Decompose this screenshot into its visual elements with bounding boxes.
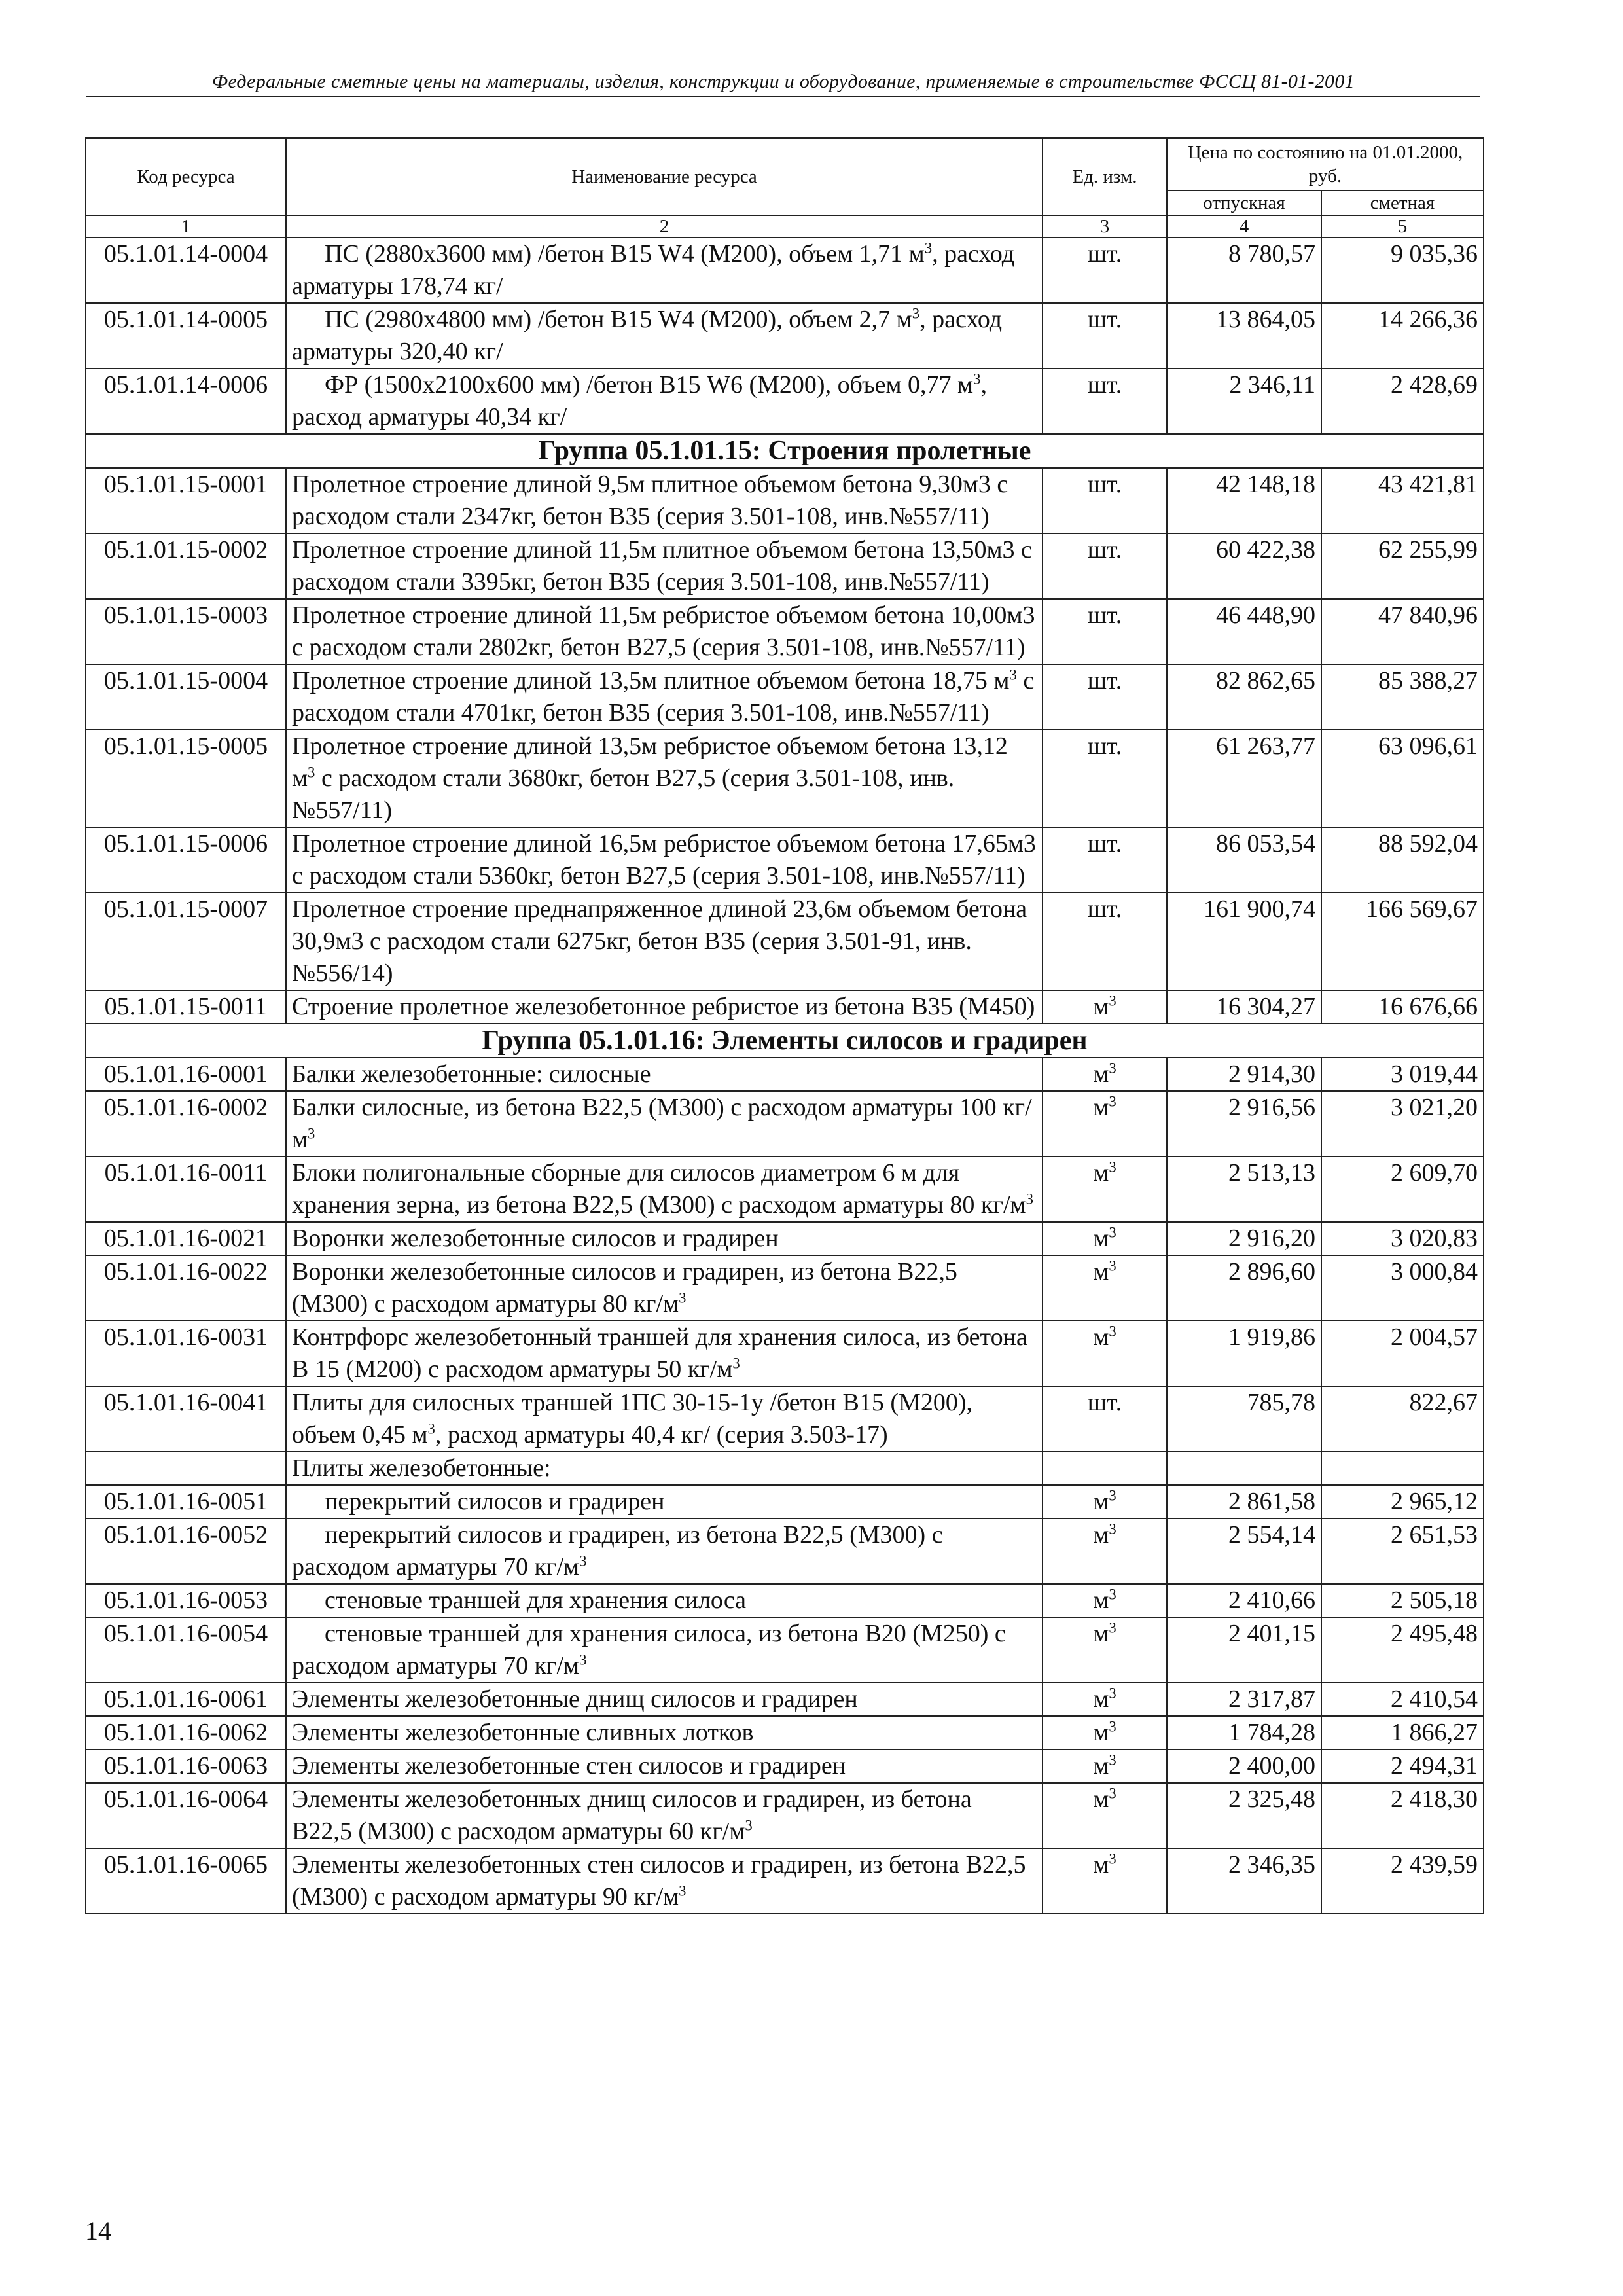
resource-code-cell: 05.1.01.15-0001 [86, 468, 286, 533]
estimate-price-cell: 166 569,67 [1321, 893, 1484, 990]
resource-name-cell: Контрфорс железобетонный траншей для хранения силоса, из бетона В 15 (М200) с расходом арматуры 50 $кг/м^3$ [286, 1321, 1043, 1386]
release-price-cell: 13 864,05 [1167, 303, 1321, 368]
resource-code-cell: 05.1.01.15-0007 [86, 893, 286, 990]
col-number: 1 [86, 215, 286, 238]
unit-cell: шт. [1043, 368, 1167, 434]
resource-code-cell: 05.1.01.14-0004 [86, 238, 286, 303]
col-number: 5 [1321, 215, 1484, 238]
resource-code-cell: 05.1.01.14-0006 [86, 368, 286, 434]
unit-cell: $м^3$ [1043, 1222, 1167, 1255]
resource-code-cell: 05.1.01.16-0063 [86, 1749, 286, 1783]
release-price-cell: 8 780,57 [1167, 238, 1321, 303]
unit-cell: шт. [1043, 730, 1167, 827]
release-price-cell: 82 862,65 [1167, 664, 1321, 730]
price-table [85, 137, 1484, 1914]
resource-code-cell: 05.1.01.16-0061 [86, 1683, 286, 1716]
table-row [86, 664, 1484, 730]
release-price-cell: 2 346,35 [1167, 1848, 1321, 1914]
unit-cell: $м^3$ [1043, 1091, 1167, 1157]
unit-cell: шт. [1043, 599, 1167, 664]
resource-name-cell: Блоки полигональные сборные для силосов диаметром 6 м для хранения зерна, из бетона В22,5 (М300) с расходом арматуры 80 $кг/м^3$ [286, 1157, 1043, 1222]
estimate-price-cell [1321, 1452, 1484, 1485]
resource-code-cell: 05.1.01.16-0064 [86, 1783, 286, 1848]
estimate-price-cell: 3 000,84 [1321, 1255, 1484, 1321]
estimate-price-cell: 2 495,48 [1321, 1617, 1484, 1683]
table-row [86, 599, 1484, 664]
estimate-price-cell: 9 035,36 [1321, 238, 1484, 303]
table-row [86, 730, 1484, 827]
resource-code-cell: 05.1.01.15-0004 [86, 664, 286, 730]
unit-cell: $м^3$ [1043, 1617, 1167, 1683]
release-price-cell: 1 784,28 [1167, 1716, 1321, 1749]
resource-name-cell: Плиты для силосных траншей 1ПС 30-15-1у /бетон В15 (М200), объем 0,45 $м^3$, расход арматуры 40,4 кг/ (серия 3.503-17) [286, 1386, 1043, 1452]
resource-name-cell: Строение пролетное железобетонное ребристое из бетона В35 (М450) [286, 990, 1043, 1024]
release-price-cell: 2 916,56 [1167, 1091, 1321, 1157]
table-row [86, 1683, 1484, 1716]
table-row [86, 1058, 1484, 1091]
table-row [86, 1386, 1484, 1452]
group-title: Группа 05.1.01.15: Строения пролетные [86, 434, 1484, 468]
resource-code-cell: 05.1.01.16-0051 [86, 1485, 286, 1518]
estimate-price-cell: 2 965,12 [1321, 1485, 1484, 1518]
table-row [86, 1518, 1484, 1584]
group-header-row [86, 1024, 1484, 1058]
unit-cell: $м^3$ [1043, 1749, 1167, 1783]
estimate-price-cell: 47 840,96 [1321, 599, 1484, 664]
page-number: 14 [85, 2216, 111, 2246]
resource-name-cell: Пролетное строение длиной 11,5м плитное объемом бетона 13,50м3 с расходом стали 3395кг, бетон В35 (серия 3.501-108, инв.№557/11) [286, 533, 1043, 599]
unit-cell: шт. [1043, 238, 1167, 303]
resource-name-cell: Элементы железобетонные стен силосов и градирен [286, 1749, 1043, 1783]
estimate-price-cell: 2 609,70 [1321, 1157, 1484, 1222]
table-row [86, 238, 1484, 303]
estimate-price-cell: 2 439,59 [1321, 1848, 1484, 1914]
table-row [86, 1783, 1484, 1848]
table-row [86, 1157, 1484, 1222]
release-price-cell: 2 317,87 [1167, 1683, 1321, 1716]
table-row [86, 368, 1484, 434]
estimate-price-cell: 2 428,69 [1321, 368, 1484, 434]
resource-name-cell: перекрытий силосов и градирен [286, 1485, 1043, 1518]
unit-cell: $м^3$ [1043, 1683, 1167, 1716]
col-header-release: отпускная [1167, 190, 1321, 215]
resource-name-cell: стеновые траншей для хранения силоса, из бетона В20 (М250) с расходом арматуры 70 $кг/м^3$ [286, 1617, 1043, 1683]
estimate-price-cell: 85 388,27 [1321, 664, 1484, 730]
unit-cell: $м^3$ [1043, 1518, 1167, 1584]
release-price-cell: 161 900,74 [1167, 893, 1321, 990]
resource-name-cell: Пролетное строение длиной 13,5м ребристое объемом бетона 13,12 $м^3$ с расходом стали 3680кг, бетон В27,5 (серия 3.501-108, инв.№557/11) [286, 730, 1043, 827]
resource-name-cell: Балки железобетонные: силосные [286, 1058, 1043, 1091]
release-price-cell: 60 422,38 [1167, 533, 1321, 599]
table-row [86, 1584, 1484, 1617]
resource-name-cell: Пролетное строение длиной 11,5м ребристое объемом бетона 10,00м3 с расходом стали 2802кг, бетон В27,5 (серия 3.501-108, инв.№557/11) [286, 599, 1043, 664]
table-row [86, 893, 1484, 990]
column-numbers-row [86, 215, 1484, 238]
resource-name-cell: ПС (2980x4800 мм) /бетон В15 W4 (М200), объем 2,7 $м^3$, расход арматуры 320,40 кг/ [286, 303, 1043, 368]
col-number: 3 [1043, 215, 1167, 238]
resource-code-cell: 05.1.01.16-0001 [86, 1058, 286, 1091]
table-row [86, 468, 1484, 533]
resource-name-cell: ПС (2880x3600 мм) /бетон В15 W4 (М200), объем 1,71 $м^3$, расход арматуры 178,74 кг/ [286, 238, 1043, 303]
resource-name-cell: перекрытий силосов и градирен, из бетона В22,5 (М300) с расходом арматуры 70 $кг/м^3$ [286, 1518, 1043, 1584]
release-price-cell: 86 053,54 [1167, 827, 1321, 893]
estimate-price-cell: 822,67 [1321, 1386, 1484, 1452]
unit-cell: шт. [1043, 1386, 1167, 1452]
resource-name-cell: стеновые траншей для хранения силоса [286, 1584, 1043, 1617]
release-price-cell: 2 400,00 [1167, 1749, 1321, 1783]
release-price-cell: 2 401,15 [1167, 1617, 1321, 1683]
unit-cell: $м^3$ [1043, 1485, 1167, 1518]
table-row [86, 1848, 1484, 1914]
col-number: 2 [286, 215, 1043, 238]
estimate-price-cell: 43 421,81 [1321, 468, 1484, 533]
unit-cell: $м^3$ [1043, 990, 1167, 1024]
unit-cell: $м^3$ [1043, 1321, 1167, 1386]
estimate-price-cell: 2 505,18 [1321, 1584, 1484, 1617]
unit-cell: $м^3$ [1043, 1848, 1167, 1914]
estimate-price-cell: 62 255,99 [1321, 533, 1484, 599]
resource-name-cell: Элементы железобетонных днищ силосов и градирен, из бетона В22,5 (М300) с расходом арматуры 60 $кг/м^3$ [286, 1783, 1043, 1848]
estimate-price-cell: 88 592,04 [1321, 827, 1484, 893]
estimate-price-cell: 2 004,57 [1321, 1321, 1484, 1386]
release-price-cell: 785,78 [1167, 1386, 1321, 1452]
unit-cell: $м^3$ [1043, 1783, 1167, 1848]
release-price-cell: 2 554,14 [1167, 1518, 1321, 1584]
table-row [86, 1749, 1484, 1783]
resource-name-cell: Пролетное строение длиной 13,5м плитное объемом бетона 18,75 $м^3$ с расходом стали 4701кг, бетон В35 (серия 3.501-108, инв.№557/11) [286, 664, 1043, 730]
unit-cell: шт. [1043, 827, 1167, 893]
resource-code-cell: 05.1.01.15-0005 [86, 730, 286, 827]
unit-cell: шт. [1043, 533, 1167, 599]
estimate-price-cell: 3 019,44 [1321, 1058, 1484, 1091]
estimate-price-cell: 2 651,53 [1321, 1518, 1484, 1584]
resource-name-cell: Пролетное строение длиной 16,5м ребристое объемом бетона 17,65м3 с расходом стали 5360кг, бетон В27,5 (серия 3.501-108, инв.№557/11) [286, 827, 1043, 893]
group-header-row [86, 434, 1484, 468]
resource-code-cell: 05.1.01.16-0002 [86, 1091, 286, 1157]
release-price-cell: 2 410,66 [1167, 1584, 1321, 1617]
unit-cell: $м^3$ [1043, 1157, 1167, 1222]
estimate-price-cell: 3 020,83 [1321, 1222, 1484, 1255]
estimate-price-cell: 63 096,61 [1321, 730, 1484, 827]
table-row [86, 1617, 1484, 1683]
estimate-price-cell: 14 266,36 [1321, 303, 1484, 368]
table-row [86, 1716, 1484, 1749]
col-header-estimate: сметная [1321, 190, 1484, 215]
resource-code-cell: 05.1.01.14-0005 [86, 303, 286, 368]
col-header-unit: Ед. изм. [1043, 138, 1167, 215]
unit-cell: шт. [1043, 664, 1167, 730]
release-price-cell: 2 325,48 [1167, 1783, 1321, 1848]
release-price-cell: 2 914,30 [1167, 1058, 1321, 1091]
resource-code-cell: 05.1.01.15-0002 [86, 533, 286, 599]
estimate-price-cell: 2 494,31 [1321, 1749, 1484, 1783]
resource-code-cell: 05.1.01.16-0052 [86, 1518, 286, 1584]
resource-code-cell: 05.1.01.16-0011 [86, 1157, 286, 1222]
col-header-name: Наименование ресурса [286, 138, 1043, 215]
unit-cell: шт. [1043, 468, 1167, 533]
resource-name-cell: Воронки железобетонные силосов и градирен [286, 1222, 1043, 1255]
table-row [86, 1321, 1484, 1386]
subheader-row [86, 1452, 1484, 1485]
table-row [86, 303, 1484, 368]
table-row [86, 1255, 1484, 1321]
release-price-cell: 16 304,27 [1167, 990, 1321, 1024]
estimate-price-cell: 1 866,27 [1321, 1716, 1484, 1749]
table-row [86, 827, 1484, 893]
resource-name-cell: Элементы железобетонные днищ силосов и градирен [286, 1683, 1043, 1716]
resource-name-cell: Пролетное строение длиной 9,5м плитное объемом бетона 9,30м3 с расходом стали 2347кг, бетон В35 (серия 3.501-108, инв.№557/11) [286, 468, 1043, 533]
unit-cell [1043, 1452, 1167, 1485]
resource-name-cell: Пролетное строение преднапряженное длиной 23,6м объемом бетона 30,9м3 с расходом стали 6275кг, бетон В35 (серия 3.501-91, инв.№556/14) [286, 893, 1043, 990]
resource-code-cell: 05.1.01.16-0054 [86, 1617, 286, 1683]
unit-cell: $м^3$ [1043, 1584, 1167, 1617]
resource-name-cell: Элементы железобетонных стен силосов и градирен, из бетона В22,5 (М300) с расходом арматуры 90 $кг/м^3$ [286, 1848, 1043, 1914]
release-price-cell: 2 861,58 [1167, 1485, 1321, 1518]
release-price-cell: 61 263,77 [1167, 730, 1321, 827]
resource-code-cell: 05.1.01.15-0006 [86, 827, 286, 893]
resource-code-cell: 05.1.01.15-0011 [86, 990, 286, 1024]
table-row [86, 533, 1484, 599]
table-row [86, 1091, 1484, 1157]
release-price-cell: 2 896,60 [1167, 1255, 1321, 1321]
resource-code-cell: 05.1.01.16-0022 [86, 1255, 286, 1321]
col-number: 4 [1167, 215, 1321, 238]
col-header-code: Код ресурса [86, 138, 286, 215]
estimate-price-cell: 16 676,66 [1321, 990, 1484, 1024]
release-price-cell [1167, 1452, 1321, 1485]
page-header: Федеральные сметные цены на материалы, изделия, конструкции и оборудование, применяемые в строительстве ФССЦ 81-01-2001 [86, 71, 1480, 97]
estimate-price-cell: 2 418,30 [1321, 1783, 1484, 1848]
resource-code-cell: 05.1.01.16-0041 [86, 1386, 286, 1452]
table-row [86, 990, 1484, 1024]
resource-name-cell: Плиты железобетонные: [286, 1452, 1043, 1485]
table-row [86, 1485, 1484, 1518]
resource-code-cell: 05.1.01.16-0062 [86, 1716, 286, 1749]
resource-code-cell: 05.1.01.16-0053 [86, 1584, 286, 1617]
resource-code-cell: 05.1.01.16-0065 [86, 1848, 286, 1914]
resource-name-cell: Элементы железобетонные сливных лотков [286, 1716, 1043, 1749]
release-price-cell: 42 148,18 [1167, 468, 1321, 533]
unit-cell: $м^3$ [1043, 1058, 1167, 1091]
group-title: Группа 05.1.01.16: Элементы силосов и градирен [86, 1024, 1484, 1058]
resource-code-cell: 05.1.01.16-0031 [86, 1321, 286, 1386]
unit-cell: $м^3$ [1043, 1716, 1167, 1749]
col-header-price: Цена по состоянию на 01.01.2000, руб. [1167, 138, 1484, 190]
unit-cell: шт. [1043, 893, 1167, 990]
release-price-cell: 1 919,86 [1167, 1321, 1321, 1386]
estimate-price-cell: 2 410,54 [1321, 1683, 1484, 1716]
release-price-cell: 2 346,11 [1167, 368, 1321, 434]
estimate-price-cell: 3 021,20 [1321, 1091, 1484, 1157]
resource-name-cell: ФР (1500x2100x600 мм) /бетон В15 W6 (М200), объем 0,77 $м^3$, расход арматуры 40,34 кг/ [286, 368, 1043, 434]
resource-code-cell [86, 1452, 286, 1485]
price-table-body [86, 238, 1484, 1914]
release-price-cell: 2 916,20 [1167, 1222, 1321, 1255]
resource-name-cell: Воронки железобетонные силосов и градирен, из бетона В22,5 (М300) с расходом арматуры 80 $кг/м^3$ [286, 1255, 1043, 1321]
resource-code-cell: 05.1.01.15-0003 [86, 599, 286, 664]
resource-code-cell: 05.1.01.16-0021 [86, 1222, 286, 1255]
unit-cell: шт. [1043, 303, 1167, 368]
release-price-cell: 46 448,90 [1167, 599, 1321, 664]
resource-name-cell: Балки силосные, из бетона В22,5 (М300) с расходом арматуры 100 $кг/м^3$ [286, 1091, 1043, 1157]
table-row [86, 1222, 1484, 1255]
release-price-cell: 2 513,13 [1167, 1157, 1321, 1222]
unit-cell: $м^3$ [1043, 1255, 1167, 1321]
